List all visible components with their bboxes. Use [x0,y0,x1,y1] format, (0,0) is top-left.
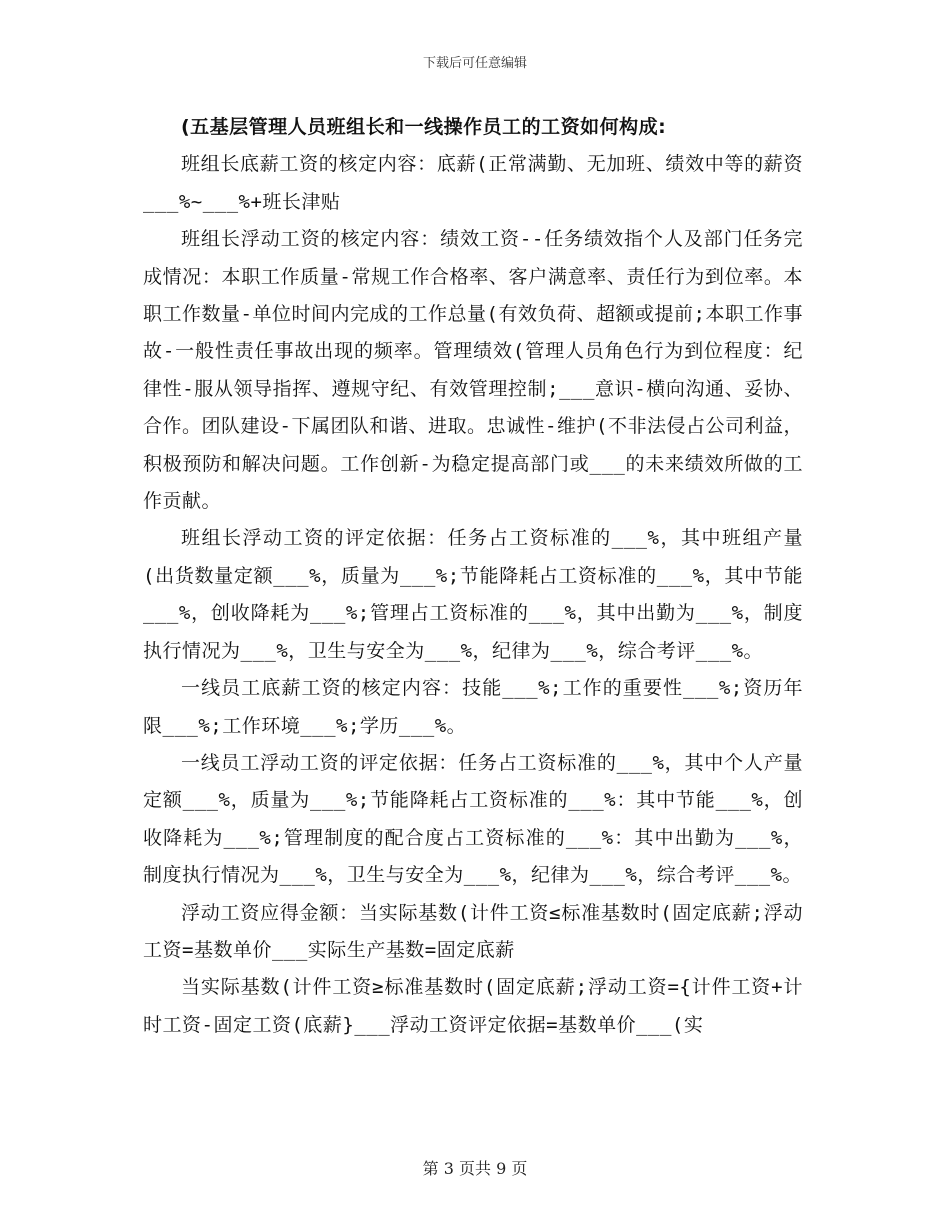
paragraph: 班组长浮动工资的核定内容：绩效工资--任务绩效指个人及部门任务完成情况：本职工作质量-常规工作合格率、客户满意率、责任行为到位率。本职工作数量-单位时间内完成的工作总量(有效负荷、超额或提前;本职工作事故-一般性责任事故出现的频率。管理绩效(管理人员角色行为到位程度：纪律性-服从领导指挥、遵规守纪、有效管理控制;___意识-横向沟通、妥协、合作。团队建设-下属团队和谐、进取。忠诚性-维护(不非法侵占公司利益，积极预防和解决问题。工作创新-为稳定提高部门或___的未来绩效所做的工作贡献。 [143,228,803,513]
page-footer: 第 3 页共 9 页 [422,1159,528,1178]
paragraph: 一线员工底薪工资的核定内容：技能___%;工作的重要性___%;资历年限___%;工作环境___%;学历___%。 [143,677,803,737]
paragraph: 班组长底薪工资的核定内容：底薪(正常满勤、无加班、绩效中等的薪资___%~___%+班长津贴 [143,153,803,213]
page-header: 下载后可任意编辑 [422,56,527,71]
document-body [143,109,803,1044]
paragraph: 浮动工资应得金额：当实际基数(计件工资≤标准基数时(固定底薪;浮动工资=基数单价___实际生产基数=固定底薪 [143,901,803,961]
paragraph: 班组长浮动工资的评定依据：任务占工资标准的___%，其中班组产量(出货数量定额___%，质量为___%;节能降耗占工资标准的___%，其中节能___%，创收降耗为___%;管理占工资标准的___%，其中出勤为___%，制度执行情况为___%，卫生与安全为___%，纪律为___%，综合考评___%。 [143,527,803,662]
section-heading: (五基层管理人员班组长和一线操作员工的工资如何构成: [181,116,667,138]
paragraph: 一线员工浮动工资的评定依据：任务占工资标准的___%，其中个人产量定额___%，质量为___%;节能降耗占工资标准的___%：其中节能___%，创收降耗为___%;管理制度的配合度占工资标准的___%：其中出勤为___%，制度执行情况为___%，卫生与安全为___%，纪律为___%，综合考评___%。 [143,751,803,887]
paragraph: 当实际基数(计件工资≥标准基数时(固定底薪;浮动工资={计件工资+计时工资-固定工资(底薪}___浮动工资评定依据=基数单价___(实 [143,976,803,1036]
